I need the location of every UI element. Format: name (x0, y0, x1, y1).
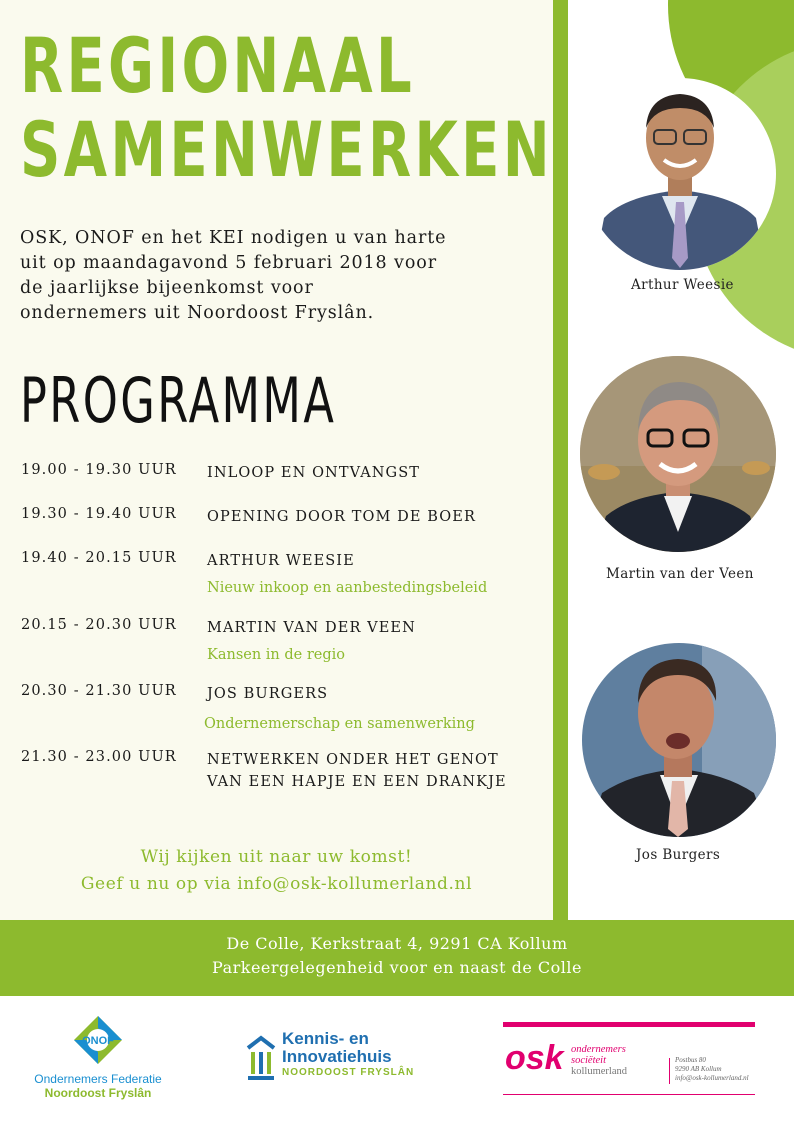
programma-time: 20.15 - 20.30 UUR (21, 617, 177, 633)
person-silhouette-icon (580, 356, 776, 552)
onof-line: Ondernemers Federatie (34, 1072, 162, 1086)
programma-time: 21.30 - 23.00 UUR (21, 749, 177, 765)
kei-text (282, 1030, 414, 1080)
closing-register-line: Geef u nu op via info@osk-kollumerland.nl (80, 874, 473, 894)
programma-subtitle: Kansen in de regio (207, 647, 346, 663)
osk-text (571, 1044, 627, 1077)
closing-text (0, 844, 553, 898)
osk-line: sociëteit (571, 1055, 606, 1066)
onof-text (30, 1072, 166, 1100)
programma-activity: OPENING DOOR TOM DE BOER (207, 509, 476, 525)
house-icon (246, 1034, 276, 1082)
programma-activity: INLOOP EN ONTVANGST (207, 465, 421, 481)
osk-bottom-line (503, 1094, 755, 1095)
closing-line: Wij kijken uit naar uw komst! (140, 847, 413, 867)
speaker-photo-martin-van-der-veen (580, 356, 776, 552)
programma-activity-line: VAN EEN HAPJE EN EEN DRANKJE (207, 774, 507, 790)
programma-activity: JOS BURGERS (207, 686, 329, 702)
programma-time: 20.30 - 21.30 UUR (21, 683, 177, 699)
programma-activity-line: NETWERKEN ONDER HET GENOT (207, 752, 499, 768)
venue-parking: Parkeergelegenheid voor en naast de Colle (212, 958, 582, 977)
invitation-line: OSK, ONOF en het KEI nodigen u van harte (20, 228, 447, 248)
invitation-line: de jaarlijkse bijeenkomst voor (20, 278, 314, 298)
programma-activity (207, 749, 507, 793)
osk-address-line: Postbus 80 (675, 1056, 706, 1064)
onof-logo[interactable] (30, 1014, 166, 1106)
onof-diamond-icon (30, 1014, 166, 1066)
kei-line: Innovatiehuis (282, 1047, 392, 1066)
osk-address-line: info@osk-kollumerland.nl (675, 1074, 749, 1082)
programma-subtitle: Nieuw inkoop en aanbestedingsbeleid (207, 580, 488, 596)
event-title-line-2: SAMENWERKEN (20, 105, 553, 194)
osk-top-line (503, 1022, 755, 1027)
osk-address-line: 9290 AB Kollum (675, 1065, 722, 1073)
speaker-name: Arthur Weesie (631, 277, 734, 293)
osk-line: kollumerland (571, 1066, 627, 1077)
programma-time: 19.00 - 19.30 UUR (21, 462, 177, 478)
osk-divider (669, 1058, 670, 1084)
kei-logo[interactable] (246, 1030, 426, 1090)
onof-line: Noordoost Fryslân (44, 1086, 152, 1100)
programma-subtitle: Ondernemerschap en samenwerking (204, 716, 475, 732)
speaker-name: Martin van der Veen (606, 566, 754, 582)
onof-mark: ONOF (82, 1035, 114, 1047)
osk-address (675, 1056, 749, 1083)
osk-logo[interactable] (503, 1022, 755, 1098)
programma-time: 19.30 - 19.40 UUR (21, 506, 177, 522)
kei-line: NOORDOOST FRYSLÂN (282, 1067, 415, 1078)
speaker-column (568, 0, 794, 920)
person-silhouette-icon (582, 643, 776, 837)
invitation-text (20, 226, 560, 326)
venue-address: De Colle, Kerkstraat 4, 9291 CA Kollum (226, 934, 568, 953)
osk-mark: osk (505, 1039, 564, 1077)
speaker-photo-arthur-weesie (584, 78, 776, 270)
programma-activity: ARTHUR WEESIE (207, 553, 355, 569)
venue-band (0, 920, 794, 996)
programma-time: 19.40 - 20.15 UUR (21, 550, 177, 566)
invitation-line: uit op maandagavond 5 februari 2018 voor (20, 253, 437, 273)
programma-activity: MARTIN VAN DER VEEN (207, 620, 416, 636)
vertical-divider (553, 0, 568, 920)
speaker-photo-jos-burgers (582, 643, 776, 837)
kei-line: Kennis- en (282, 1029, 369, 1048)
person-silhouette-icon (584, 78, 776, 270)
invitation-line: ondernemers uit Noordoost Fryslân. (20, 303, 375, 323)
event-title (20, 21, 553, 194)
partner-logos (0, 996, 794, 1123)
speaker-name: Jos Burgers (636, 847, 721, 863)
osk-line: ondernemers (571, 1044, 626, 1055)
programma-heading: PROGRAMMA (20, 364, 337, 437)
event-title-line-1: REGIONAAL (20, 21, 415, 110)
